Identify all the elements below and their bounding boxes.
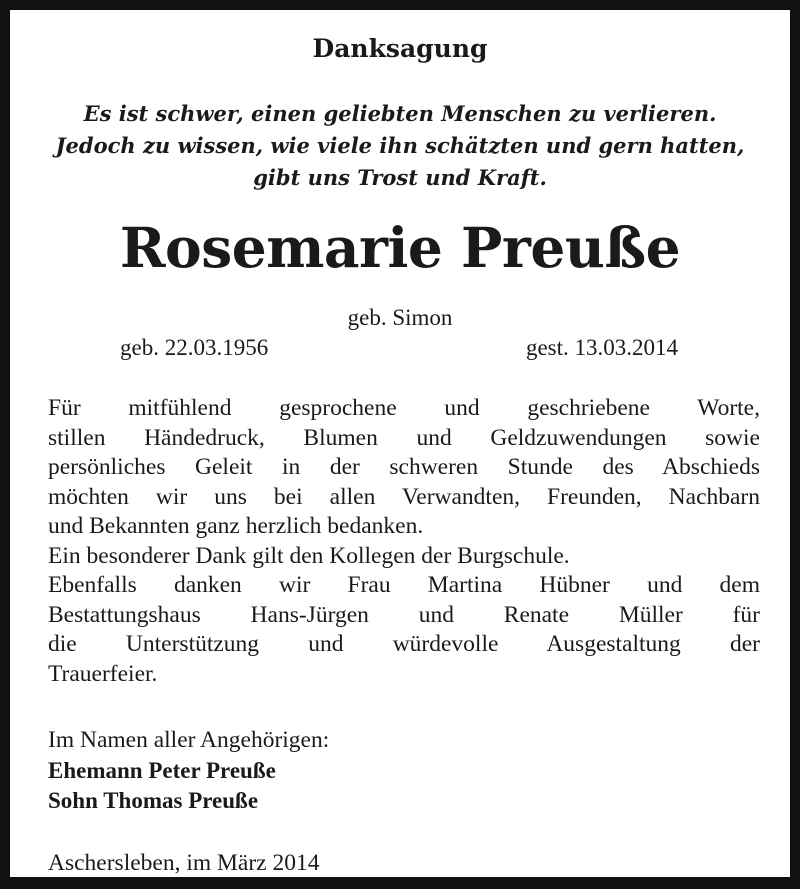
- body-line: möchten wir uns bei allen Verwandten, Freunden, Nachbarn: [48, 483, 760, 510]
- birth-date: geb. 22.03.1956: [120, 335, 269, 360]
- death-date: gest. 13.03.2014: [525, 335, 678, 360]
- verse-quote: [10, 98, 790, 194]
- maiden-name: geb. Simon: [347, 305, 453, 330]
- closing-line: Im Namen aller Angehörigen:: [48, 727, 330, 753]
- deceased-name: Rosemarie Preuße: [119, 215, 681, 280]
- body-line: stillen Händedruck, Blumen und Geldzuwendungen sowie: [48, 424, 760, 451]
- signer-son: Sohn Thomas Preuße: [48, 788, 259, 813]
- verse-line: gibt uns Trost und Kraft.: [253, 165, 547, 190]
- body-line: die Unterstützung und würdevolle Ausgestaltung der: [48, 631, 760, 657]
- body-line: Bestattungshaus Hans-Jürgen und Renate Müller für: [48, 601, 760, 628]
- place-and-date: Aschersleben, im März 2014: [48, 850, 320, 876]
- notice-heading: Danksagung: [312, 34, 488, 63]
- body-line: Ein besonderer Dank gilt den Kollegen der Burgschule.: [48, 542, 570, 569]
- signer-husband: Ehemann Peter Preuße: [48, 758, 276, 783]
- body-line: persönliches Geleit in der schweren Stunde des Abschieds: [48, 454, 760, 480]
- body-line: und Bekannten ganz herzlich bedanken.: [48, 513, 424, 539]
- thank-you-text: [48, 394, 760, 689]
- body-line: Trauerfeier.: [48, 660, 158, 687]
- body-line: Für mitfühlend gesprochene und geschriebene Worte,: [48, 395, 760, 421]
- body-line: Ebenfalls danken wir Frau Martina Hübner und dem: [48, 572, 760, 598]
- verse-line: Es ist schwer, einen geliebten Menschen zu verlieren.: [83, 101, 717, 126]
- verse-line: Jedoch zu wissen, wie viele ihn schätzten und gern hatten,: [55, 133, 745, 158]
